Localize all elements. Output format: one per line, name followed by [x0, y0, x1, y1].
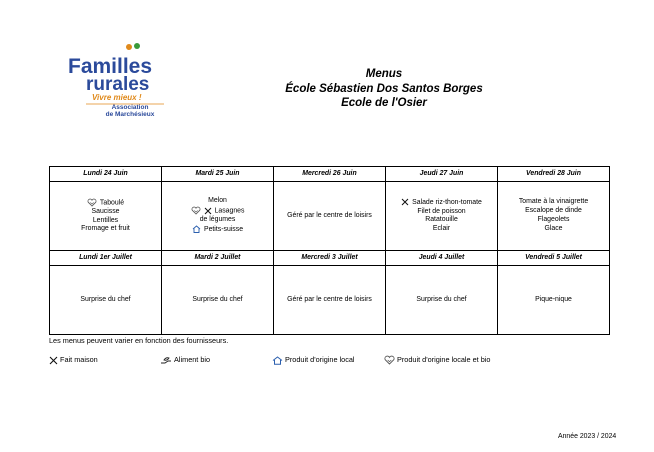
familles-rurales-logo [66, 42, 166, 120]
title-menus: Menus [365, 68, 403, 80]
logo-dot-green [134, 43, 140, 49]
hand-leaf-icon [160, 356, 172, 365]
menu-item: Flageolets [537, 216, 570, 223]
menu-item: Salade riz-thon-tomate [386, 198, 497, 208]
menu-item: Ratatouille [425, 216, 458, 224]
menu-item: Fromage et fruit [81, 225, 130, 233]
title-school: École Sébastien Dos Santos Borges [285, 82, 483, 95]
day-header: Jeudi 27 Juin [386, 167, 498, 182]
logo-word-familles: Familles [68, 55, 153, 78]
heart-hands-icon [87, 198, 97, 207]
menu-table [49, 166, 610, 335]
menu-item: Lentilles [92, 216, 119, 224]
menu-cell-thursday [386, 182, 498, 251]
house-icon [272, 356, 283, 365]
legend-local-organic-label: Produit d'origine locale et bio [397, 355, 491, 364]
menu-cell-tuesday [162, 182, 274, 251]
logo-word-rurales: rurales [86, 74, 150, 95]
legend-organic-label: Aliment bio [174, 355, 211, 364]
fork-knife-icon [401, 198, 409, 206]
legend-homemade [49, 355, 98, 365]
menu-item: Glace [544, 224, 563, 232]
legend-homemade-label: Fait maison [60, 355, 98, 364]
legend-local [272, 355, 355, 365]
menu-item: Lasagnes [162, 206, 273, 216]
menu-title-block [260, 67, 508, 111]
week2-menu-row [50, 266, 610, 335]
house-icon [192, 225, 201, 233]
day-header: Lundi 1er Juillet [50, 251, 162, 266]
week1-header-row [50, 167, 610, 182]
logo-dot-orange [126, 44, 132, 50]
day-header: Lundi 24 Juin [50, 167, 162, 182]
legend-local-organic [384, 355, 490, 365]
logo-association-line1: Association [111, 104, 149, 111]
menu-item: Taboulé [50, 198, 161, 208]
supplier-footnote: Les menus peuvent varier en fonction des fournisseurs. [49, 336, 229, 345]
heart-hands-icon [191, 206, 201, 215]
menu-item: Saucisse [91, 207, 120, 215]
menu-cell-wednesday [274, 182, 386, 251]
logo-slogan: Vivre mieux ! [92, 93, 142, 102]
menu-cell-friday: Pique-nique [498, 266, 610, 335]
title-school-alt: Ecole de l'Osier [341, 97, 427, 109]
menu-item: Filet de poisson [417, 207, 466, 215]
legend-organic [160, 355, 210, 365]
legend-local-label: Produit d'origine local [285, 355, 355, 364]
menu-cell-tuesday: Surprise du chef [162, 266, 274, 335]
fork-knife-icon [204, 207, 212, 215]
school-year: Année 2023 / 2024 [558, 433, 617, 440]
week2-header-row [50, 251, 610, 266]
fork-knife-icon [49, 356, 58, 365]
day-header: Vendredi 5 Juillet [498, 251, 610, 266]
heart-hands-icon [384, 355, 395, 365]
menu-item: Melon [208, 197, 227, 205]
menu-item: Escalope de dinde [525, 207, 582, 215]
day-header: Jeudi 4 Juillet [386, 251, 498, 266]
menu-item: Tomate à la vinaigrette [518, 198, 589, 206]
menu-cell-monday: Surprise du chef [50, 266, 162, 335]
menu-cell-wednesday: Géré par le centre de loisirs [274, 266, 386, 335]
menu-item: Géré par le centre de loisirs [287, 211, 372, 219]
week1-menu-row [50, 182, 610, 251]
menu-cell-monday [50, 182, 162, 251]
day-header: Mercredi 26 Juin [274, 167, 386, 182]
day-header: Mercredi 3 Juillet [274, 251, 386, 266]
menu-cell-friday [498, 182, 610, 251]
day-header: Vendredi 28 Juin [498, 167, 610, 182]
day-header: Mardi 25 Juin [162, 167, 274, 182]
menu-item: Eclair [432, 225, 451, 233]
menu-item: Petits-suisse [162, 225, 273, 235]
logo-association-line2: de Marchésieux [105, 111, 155, 118]
day-header: Mardi 2 Juillet [162, 251, 274, 266]
menu-item: de légumes [199, 216, 236, 224]
menu-cell-thursday: Surprise du chef [386, 266, 498, 335]
